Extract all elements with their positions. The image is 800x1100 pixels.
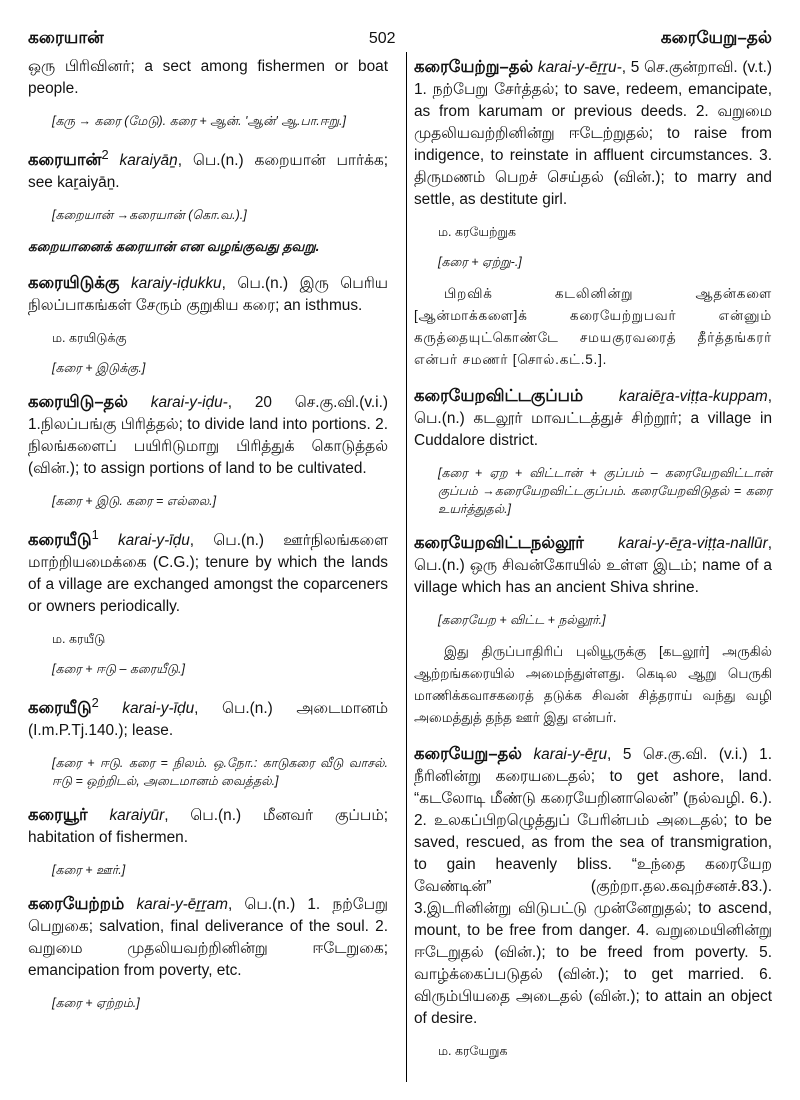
right-column [400,56,772,1060]
headword: கரையேறவிட்டநல்லூர் [413,534,584,552]
transliteration: karai-y-īḍu [117,532,190,550]
etymology: [கரை + இடு. கரை = எல்லை.] [52,494,217,509]
definition-text: , பெ.(n.) மீனவர் குப்பம்; habitation of fishermen. [28,807,388,847]
etymology: [கரை + ஏற்று-.] [437,255,522,269]
malayalam-cognate: ம. கரயிடுக்கு [52,331,127,346]
transliteration: karai-y-ēṟu [533,746,608,763]
homonym-number: 1 [91,527,99,543]
transliteration: karai-y-ēṟa-viṭṭa-nallūr [618,535,768,552]
entry [28,144,388,258]
definition-text: , பெ.(n.) ஒரு சிவன்கோயில் உள்ள இடம்; name of a village which has an ancient Shiva shrine. [413,535,772,596]
columns [28,56,772,1060]
definition [414,743,772,1030]
header-right-guideword: கரையேறு–தல் [660,28,772,47]
entry [414,743,772,1060]
definition [28,144,388,194]
usage-note: கறையானைக் கரையான் என வழங்குவது தவறு. [28,239,320,255]
transliteration: karaiyāṉ [119,152,178,170]
etymology: [கரை + இடுக்கு.] [52,361,146,376]
definition-text: , பெ.(n.) இரு பெரிய நிலப்பாகங்கள் சேரும் குறுகிய கரை; an isthmus. [28,275,388,315]
transliteration: karai-y-ēṟṟam [136,896,228,914]
definition-text: , 20 செ.கு.வி.(v.i.) 1.நிலப்பங்கு பிரித்தல்; to divide land into portions. 2. நிலங்களைப் பயிரிடுமாறு பிரித்துக் கொடுத்தல் (வின்.); to assign portions of land to be cultivated. [28,394,388,478]
entry [28,804,388,879]
definition-text: , பெ.(n.) 1. நற்பேறு பெறுகை; salvation, final deliverance of the soul. 2. வறுமை முதலியவற்றினின்று ஈடேறுகை; emancipation from poverty, etc. [28,896,388,980]
definition [414,385,772,452]
column-divider [406,52,407,1082]
definition-text: , 5 செ.கு.வி. (v.i.) 1. நீரினின்று கரையடைதல்; to get ashore, land. “கடலோடி மீண்டு கரையேறினாலென்” (நல்வழி. 6.). 2. உலகப்பிறழுெத்துப் பேரின்பம் அடைதல்; to be saved, rescued, as from the sea of transmigration, to gain heavenly bliss. “உந்தை கரையேற வேண்டின்” (குற்றா.தல.கவுற்சனச்.83.). 3.இடரினின்று விடுபட்டு முன்னேறுதல்; to ascend, mount, to be free from danger. 4. வறுமையினின்று ஈடேறுதல் (வின்.); to be freed from poverty. 5. வாழ்க்கைப்படுதல் (வின்.); to get married. 6. விரும்பியதை அடைதல் (வின்.); to attain an object of desire. [413,746,772,1027]
etymology: [கரை + ஏற + விட்டான் + குப்பம் – கரையேறவிட்டான் குப்பம் →கரையேறவிட்டகுப்பம். கரையேறவிடுதல் = கரை உயர்த்துதல்.] [437,466,772,516]
usage-note: பிறவிக் கடலினின்று ஆதன்களை [ஆன்மாக்களை]க் கரையேற்றுபவர் என்னும் கருத்தையுட்கொண்டே சமயகுரவரைத் தீர்த்தங்கரர் என்பர் சமணர் [சொல்.கட்.5.]. [413,286,772,367]
definition-text: , பெ.(n.) கறையான் பார்க்க; see kaṟaiyāṉ. [28,152,388,192]
left-column [28,56,400,1060]
definition-text: , 5 செ.குன்றாவி. (v.t.) 1. நற்பேறு சேர்த்தல்; to save, redeem, emancipate, as from karumam or previous deeds. 2. வறுமை முதலியவற்றினின்று ஈடேற்றுதல்; to raise from indigence, to reinstate in affluent circumstances. 3. திருமணம் பெறச் செய்தல் (வின்.); to marry and settle, as destitute girl. [413,59,772,208]
definition-text: , பெ.(n.) அடைமானம் (I.m.P.Tj.140.); lease. [28,700,388,740]
page-header [28,28,772,50]
malayalam-cognate: ம. கரயேறுக [437,1044,508,1058]
transliteration: karaiy-iḍukku [130,275,222,293]
entry-continuation [28,56,388,130]
transliteration: karai-y-ēṟṟu- [537,59,622,76]
definition [28,272,388,317]
headword: கரையான் [28,151,102,170]
headword: கரையிடுக்கு [28,274,120,293]
etymology: [கரை + ஊர்.] [52,863,126,878]
homonym-number: 2 [101,147,109,162]
header-left-guideword: கரையான் [28,28,104,47]
definition [28,804,388,849]
usage-note: இது திருப்பாதிரிப் புலியூருக்கு [கடலூர்] அருகில் ஆற்றங்கரையில் அமைந்துள்ளது. கெடில ஆறு பெருகி மாணிக்கவாசகரைத் தடுக்க சிவன் சித்தராய் வந்து வழி அமைத்துத் தந்த ஊர் இது என்பர். [413,644,772,725]
entry [28,524,388,678]
transliteration: karaiēṟa-viṭṭa-kuppam [618,388,768,405]
headword: கரையேற்று–தல் [413,58,534,76]
headword: கரையீடு [28,531,92,550]
entry [28,272,388,377]
definition [28,391,388,480]
transliteration: karai-y-īḍu [122,700,195,718]
definition [414,532,772,599]
transliteration: karai-y-iḍu- [150,394,228,412]
definition [28,692,388,742]
headword: கரையேறவிட்டகுப்பம் [413,387,584,405]
entry [414,56,772,371]
etymology: [கரு → கரை (மேடு). கரை + ஆன். 'ஆன்' ஆ.பா.ஈறு.] [52,114,346,128]
entry [28,893,388,1012]
entry [28,391,388,510]
etymology: [கரை + ஏற்றம்.] [52,996,140,1011]
etymology: [கரையேற + விட்ட + நல்லூர்.] [437,613,606,627]
definition-text: , பெ.(n.) கடலூர் மாவட்டத்துச் சிற்றூர்; a village in Cuddalore district. [413,388,772,449]
continuation-text: ஒரு பிரிவினர்; a sect among fishermen or boat people. [28,58,388,97]
etymology: [கரை + ஈடு. கரை = நிலம். ஒ.நோ.: காடுகரை வீடு வாசல். ஈடு = ஒற்றிடல், அடைமானம் வைத்தல்.] [52,756,388,789]
headword: கரையேற்றம் [28,895,125,914]
headword: கரையீடு [28,699,92,718]
entry [28,692,388,790]
etymology: [கறையான் →கரையான் (கொ.வ.).] [52,208,247,223]
etymology: [கரை + ஈடு – கரையீடு.] [52,662,185,677]
page-number: 502 [368,30,396,47]
homonym-number: 2 [91,695,99,711]
definition-text: , பெ.(n.) ஊர்நிலங்களை மாற்றியமைக்கை (C.G.); tenure by which the lands of a village are exchanged amongst the coparceners or owners periodically. [28,532,388,616]
headword: கரையேறு–தல் [413,745,522,763]
entry [414,385,772,518]
headword: கரையூர் [28,806,88,825]
definition [28,524,388,618]
malayalam-cognate: ம. கரயீடு [52,632,106,647]
entry [414,532,772,729]
definition [414,56,772,211]
transliteration: karaiyūr [109,807,165,825]
malayalam-cognate: ம. கரயேற்றுக [437,225,516,239]
definition [28,893,388,982]
headword: கரையிடு–தல் [28,393,128,412]
